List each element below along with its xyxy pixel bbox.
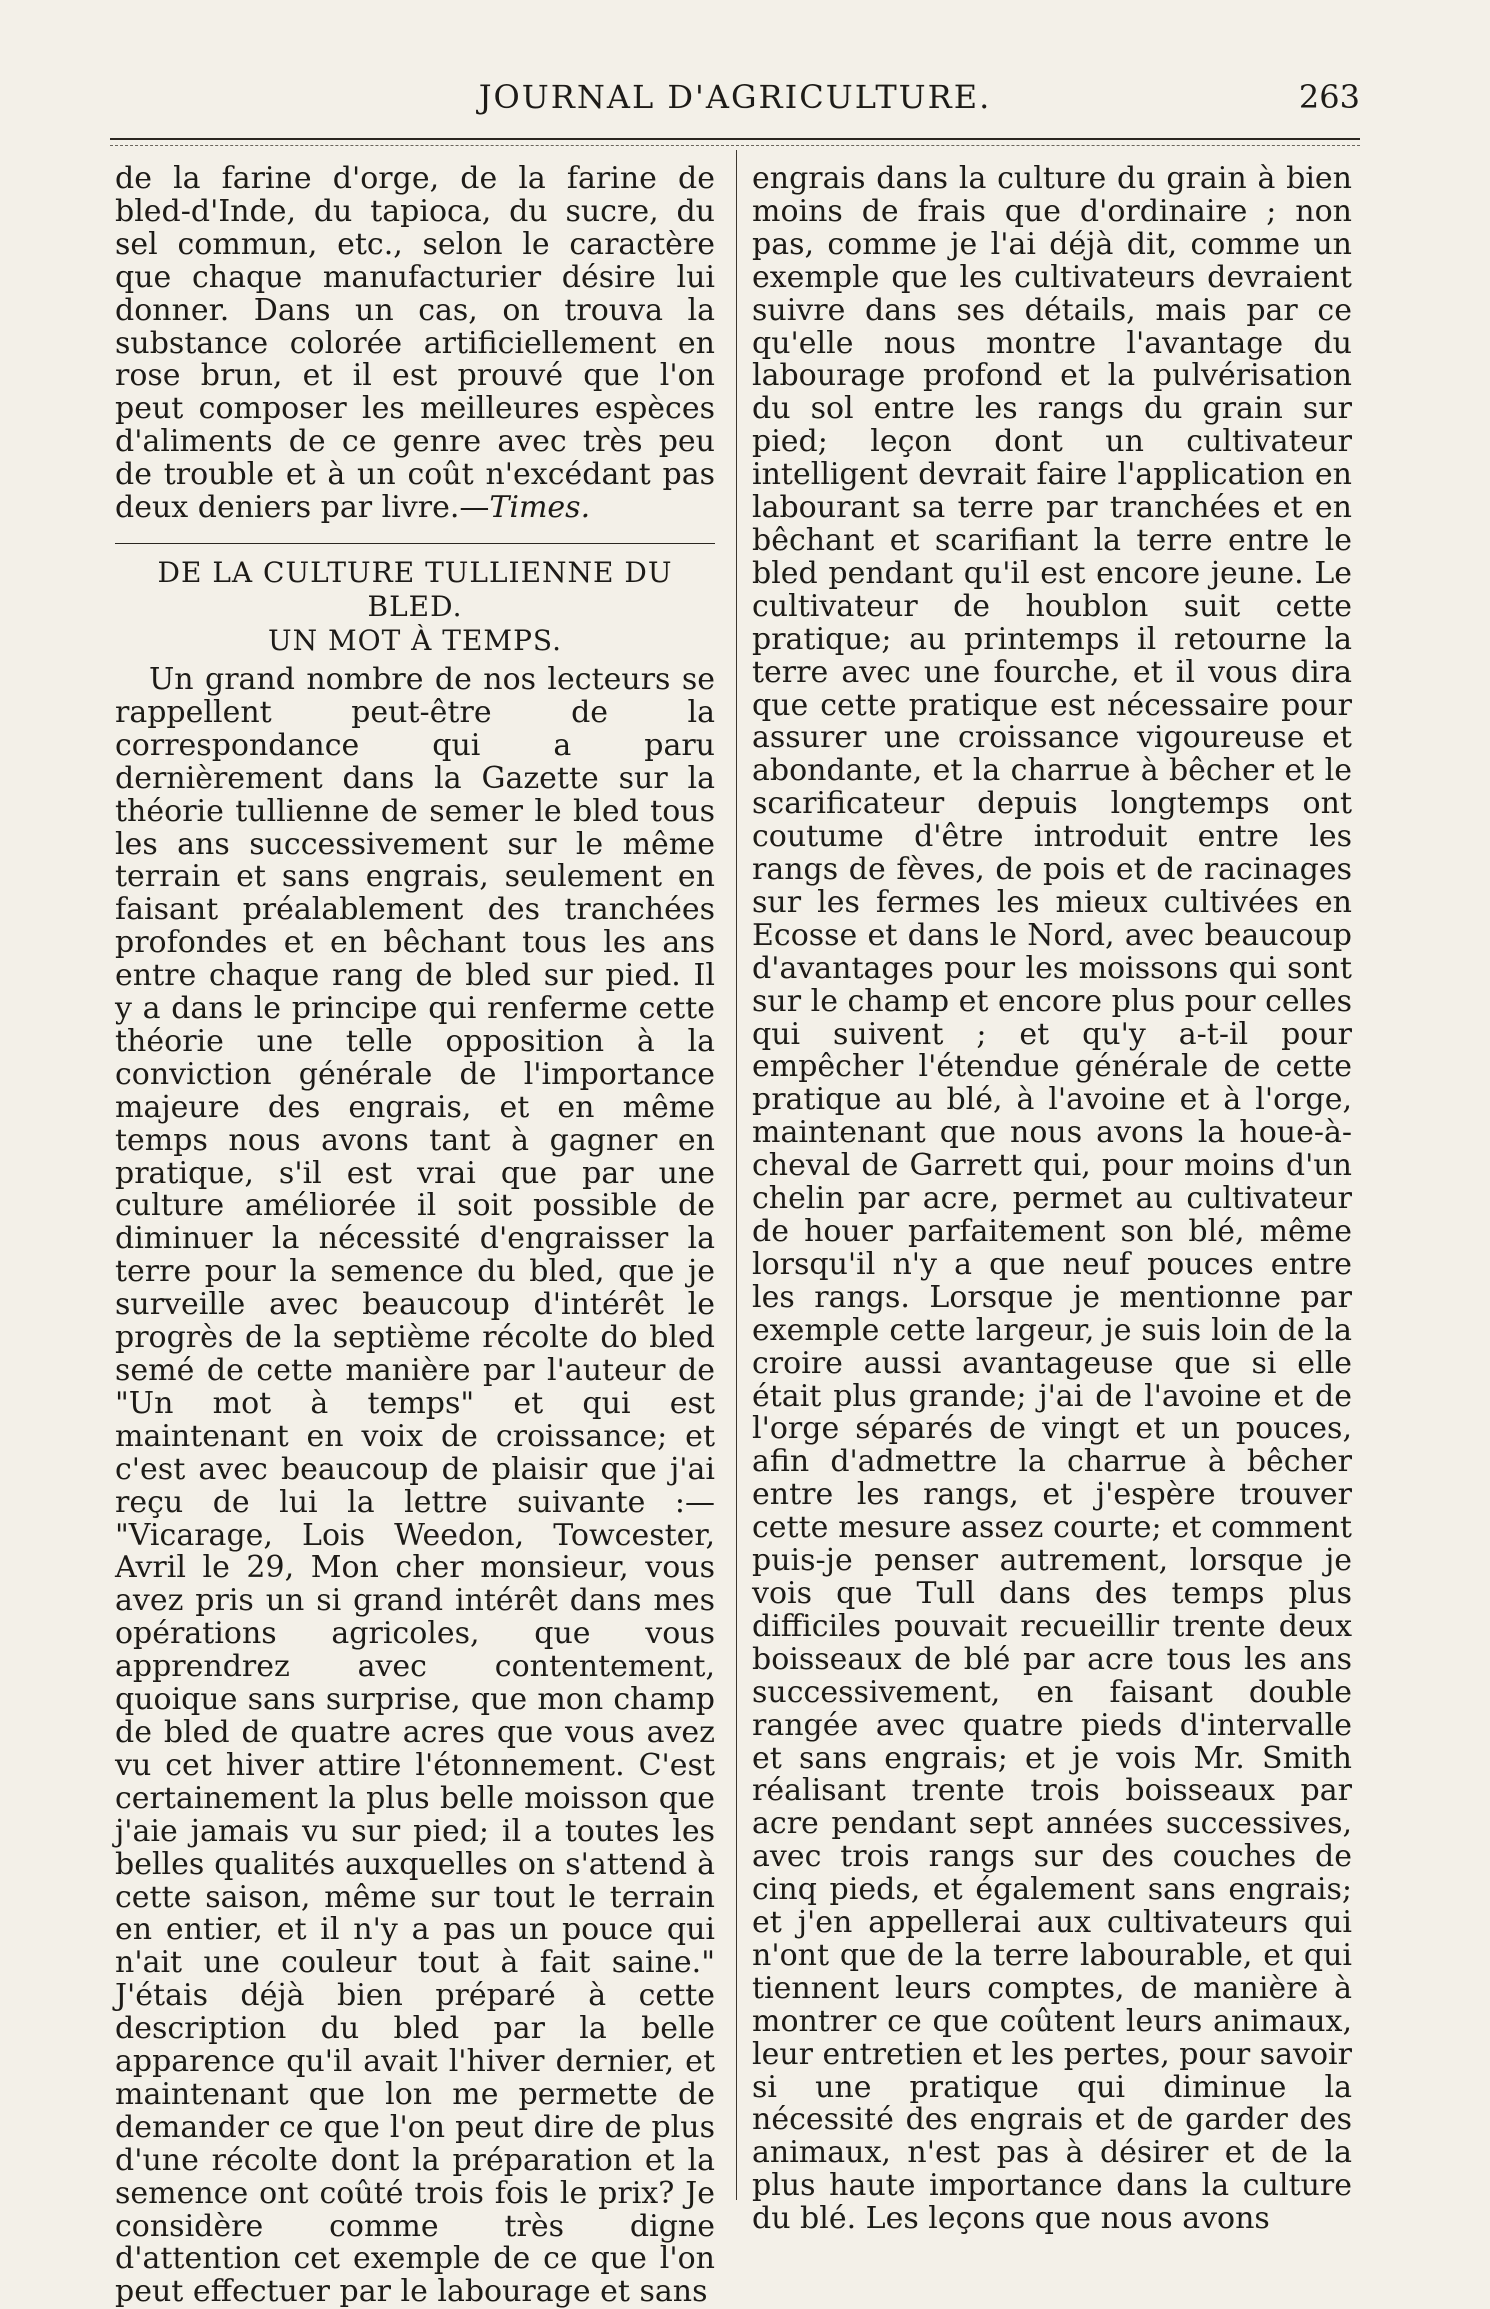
- header-rule-secondary: [110, 145, 1360, 146]
- continuation-source: Times.: [489, 490, 591, 526]
- article-separator: [115, 543, 715, 544]
- left-column: [115, 163, 715, 2309]
- page-header: [110, 78, 1360, 128]
- right-column: [752, 163, 1352, 2236]
- continuation-paragraph: [115, 163, 715, 525]
- article-title: [115, 556, 715, 658]
- running-title: JOURNAL D'AGRICULTURE.: [478, 78, 992, 116]
- header-rule: [110, 138, 1360, 140]
- column-divider: [736, 150, 737, 2200]
- article-paragraph-continued: engrais dans la culture du grain à bien moins de frais que d'ordinaire ; non pas, comme je l'ai déjà dit, comme un exemple que les cultivateurs devraient suivre dans ses détails, mais par ce qu'elle nous montre l'avantage du labourage profond et la pulvérisation du sol entre les rangs du grain sur pied; leçon dont un cultivateur intelligent devrait faire l'application en labourant sa terre par tranchées et en bêchant et scarifiant la terre entre le bled pendant qu'il est encore jeune. Le cultivateur de houblon suit cette pratique; au printemps il retourne la terre avec une fourche, et il vous dira que cette pratique est nécessaire pour assurer une croissance vigoureuse et abondante, et la charrue à bêcher et le scarificateur depuis longtemps ont coutume d'être introduit entre les rangs de fèves, de pois et de racinages sur les fermes les mieux cultivées en Ecosse et dans le Nord, avec beaucoup d'avantages pour les moissons qui sont sur le champ et encore plus pour celles qui suivent ; et qu'y a-t-il pour empêcher l'étendue générale de cette pratique au blé, à l'avoine et à l'orge, maintenant que nous avons la houe-à-cheval de Garrett qui, pour moins d'un chelin par acre, permet au cultivateur de houer parfaitement son blé, même lorsqu'il n'y a que neuf pouces entre les rangs. Lorsque je mentionne par exemple cette largeur, je suis loin de la croire aussi avantageuse que si elle était plus grande; j'ai de l'avoine et de l'orge séparés de vingt et un pouces, afin d'admettre la charrue à bêcher entre les rangs, et j'espère trouver cette mesure assez courte; et comment puis-je penser autrement, lorsque je vois que Tull dans des temps plus difficiles pouvait recueillir trente deux boisseaux de blé par acre tous les ans successivement, en faisant double rangée avec quatre pieds d'intervalle et sans engrais; et je vois Mr. Smith réalisant trente trois boisseaux par acre pendant sept années successives, avec trois rangs sur des couches de cinq pieds, et également sans engrais; et j'en appellerai aux cultivateurs qui n'ont que de la terre labourable, et qui tiennent leurs comptes, de manière à montrer ce que coûtent leurs animaux, leur entretien et les pertes, pour savoir si une pratique qui diminue la nécessité des engrais et de garder des animaux, n'est pas à désirer et de la plus haute importance dans la culture du blé. Les leçons que nous avons: [752, 161, 1352, 2237]
- article-paragraph: Un grand nombre de nos lecteurs se rappellent peut-être de la correspondance qui a paru dernièrement dans la Gazette sur la théorie tullienne de semer le bled tous les ans successivement sur le même terrain et sans engrais, seulement en faisant préalablement des tranchées profondes et en bêchant tous les ans entre chaque rang de bled sur pied. Il y a dans le principe qui renferme cette théorie une telle opposition à la conviction générale de l'importance majeure des engrais, et en même temps nous avons tant à gagner en pratique, s'il est vrai que par une culture améliorée il soit possible de diminuer la nécessité d'engraisser la terre pour la semence du bled, que je surveille avec beaucoup d'intérêt le progrès de la septième récolte do bled semé de cette manière par l'auteur de "Un mot à temps" et qui est maintenant en voix de croissance; et c'est avec beaucoup de plaisir que j'ai reçu de lui la lettre suivante :— "Vicarage, Lois Weedon, Towcester, Avril le 29, Mon cher monsieur, vous avez pris un si grand intérêt dans mes opérations agricoles, que vous apprendrez avec contentement, quoique sans surprise, que mon champ de bled de quatre acres que vous avez vu cet hiver attire l'étonnement. C'est certainement la plus belle moisson que j'aie jamais vu sur pied; il a toutes les belles qualités auxquelles on s'attend à cette saison, même sur tout le terrain en entier, et il n'y a pas un pouce qui n'ait une couleur tout à fait saine." J'étais déjà bien préparé à cette description du bled par la belle apparence qu'il avait l'hiver dernier, et maintenant que lon me permette de demander ce que l'on peut dire de plus d'une récolte dont la préparation et la semence ont coûté trois fois le prix? Je considère comme très digne d'attention cet exemple de ce que l'on peut effectuer par le labourage et sans: [115, 661, 715, 2309]
- article-title-line1: DE LA CULTURE TULLIENNE DU BLED.: [157, 555, 673, 623]
- article-title-line2: UN MOT À TEMPS.: [267, 623, 563, 657]
- page-number: 263: [1298, 78, 1360, 116]
- continuation-text: de la farine d'orge, de la farine de bled-d'Inde, du tapioca, du sucre, du sel commun, etc., selon le caractère que chaque manufacturier désire lui donner. Dans un cas, on trouva la substance colorée artificiellement en rose brun, et il est prouvé que l'on peut composer les meilleures espèces d'aliments de ce genre avec très peu de trouble et à un coût n'excédant pas deux deniers par livre.—: [115, 161, 715, 526]
